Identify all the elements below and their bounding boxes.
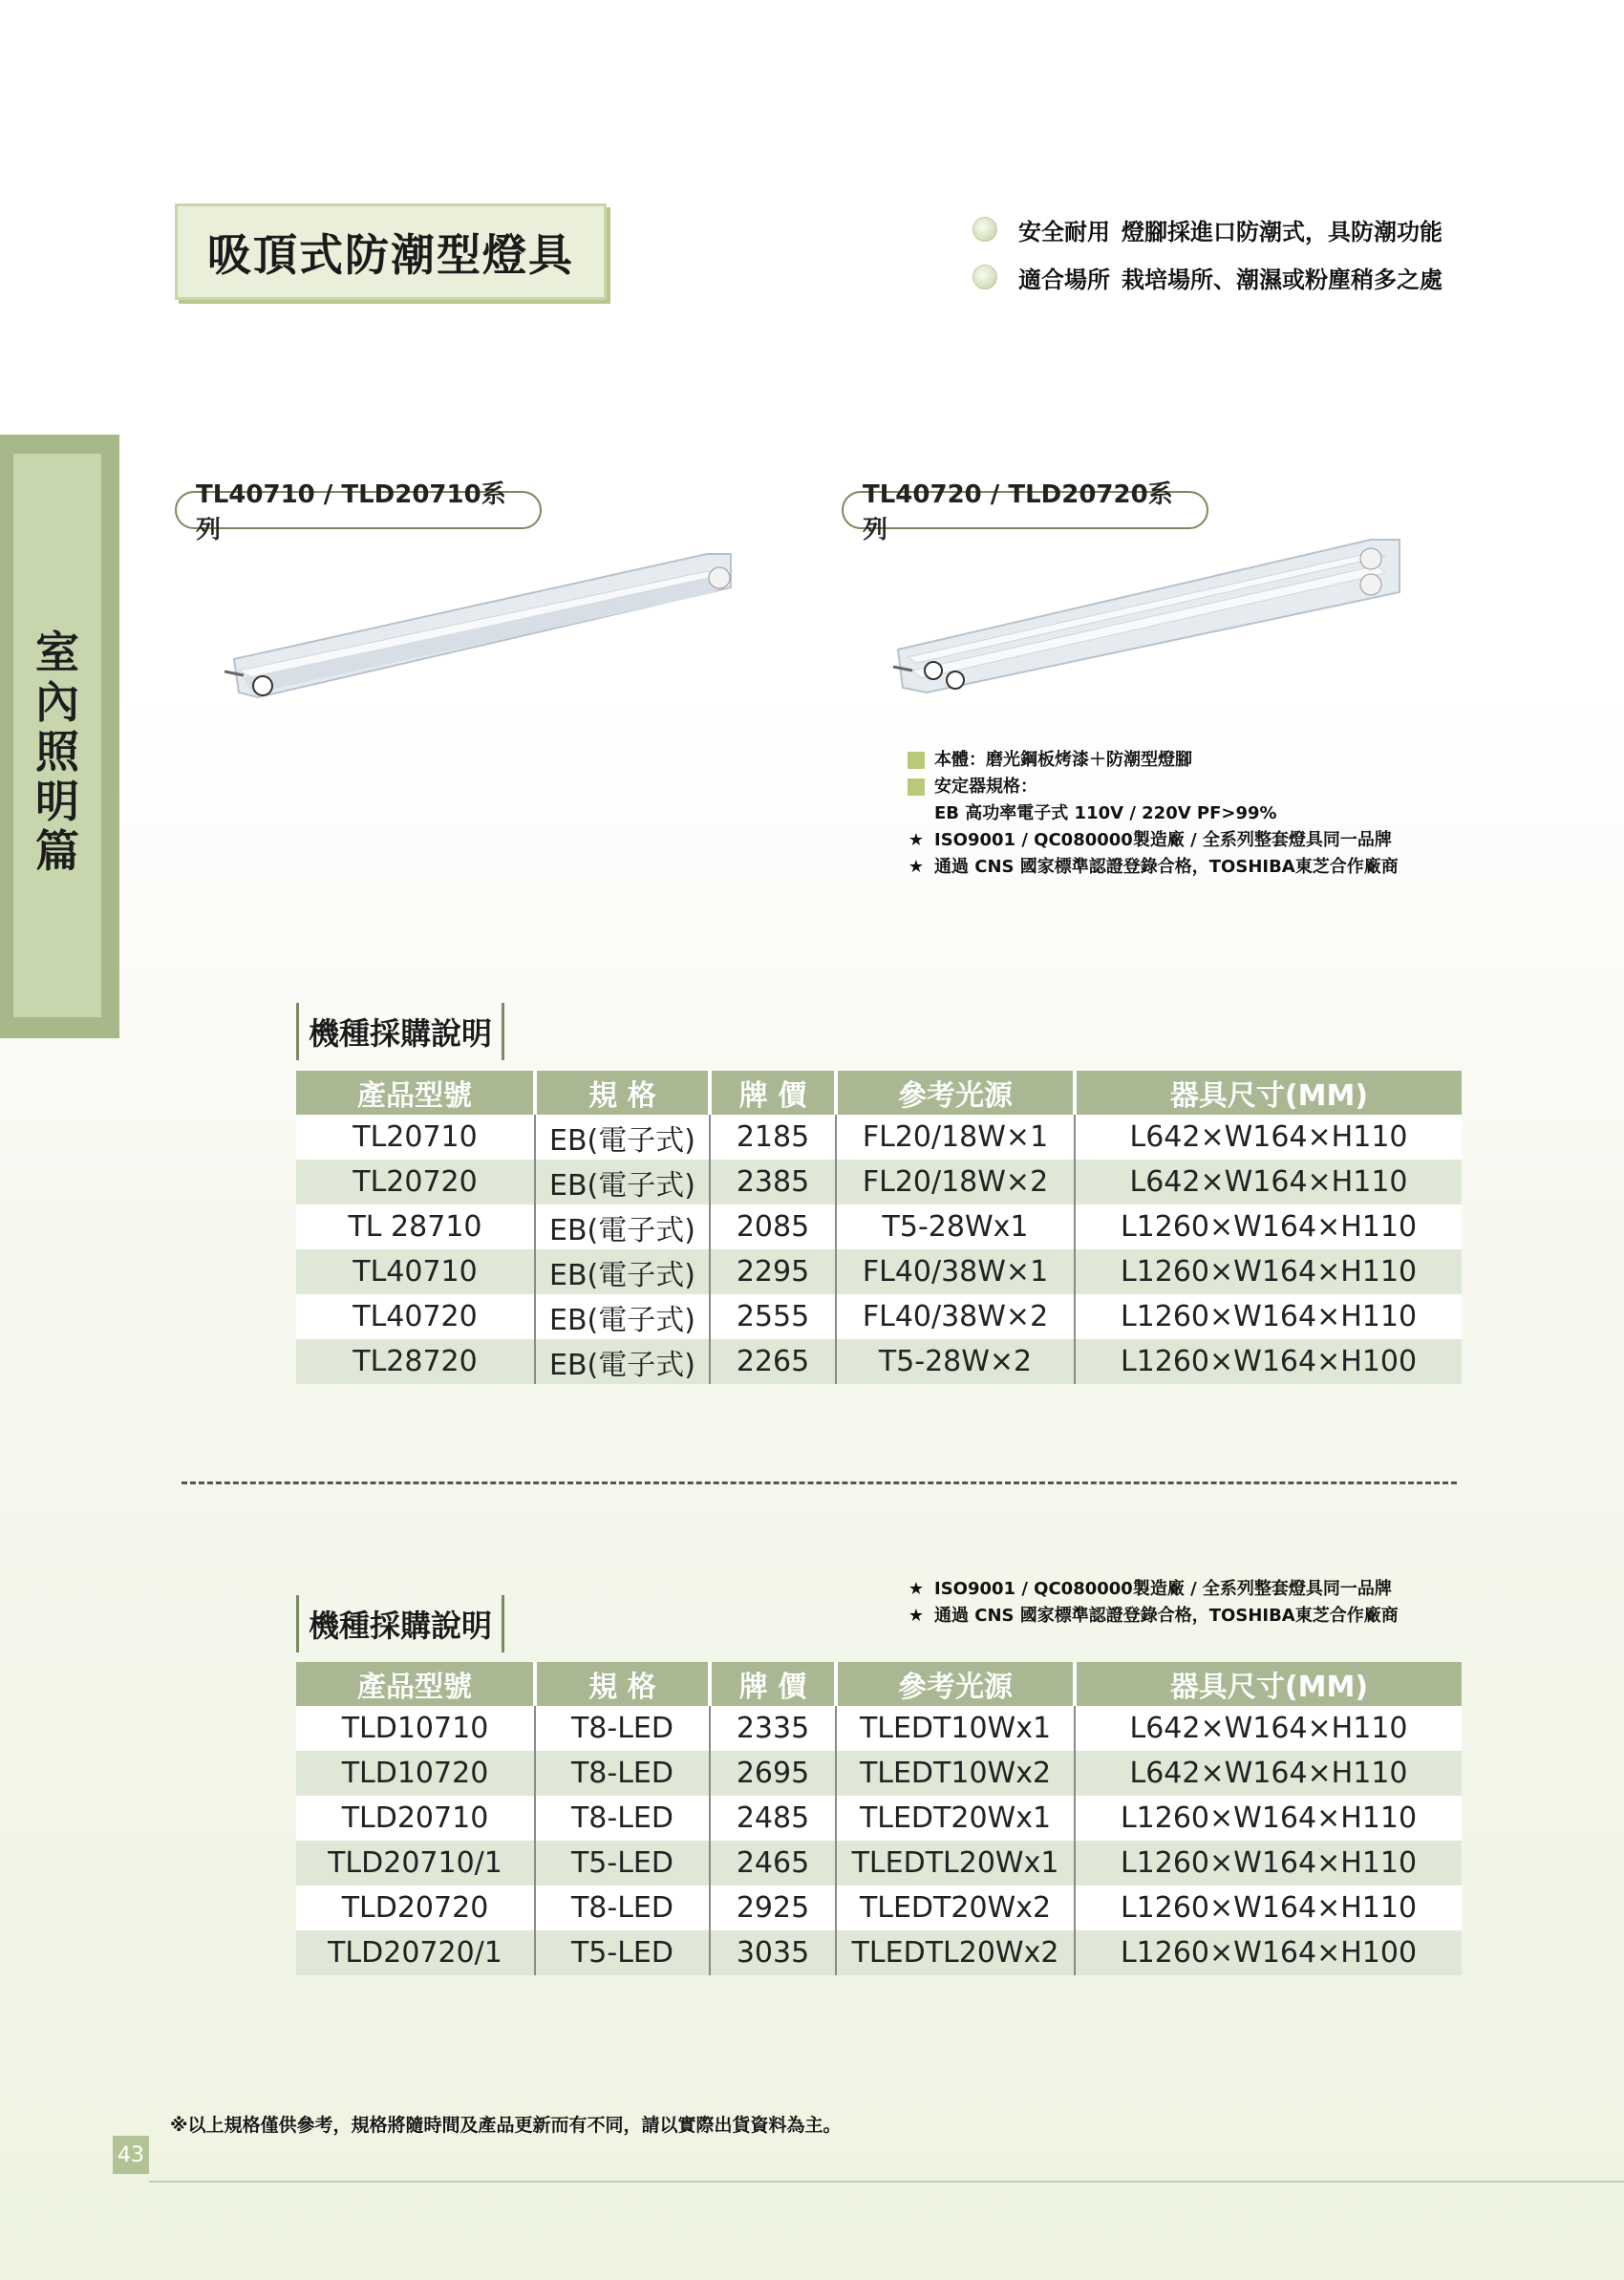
spec-ballast-detail: EB 高功率電子式 110V / 220V PF>99% — [934, 803, 1277, 823]
cell-light: TLEDT20Wx1 — [836, 1796, 1075, 1841]
cell-size: L1260×W164×H110 — [1075, 1796, 1462, 1841]
spec-ballast-title: 安定器規格： — [934, 777, 1037, 797]
certification-notes — [908, 1576, 1399, 1630]
table1 — [296, 1071, 1462, 1384]
star-icon: ★ — [908, 1606, 925, 1626]
side-tab-char: 室 — [35, 627, 79, 678]
cell-size: L642×W164×H110 — [1075, 1160, 1462, 1204]
col-header-light: 參考光源 — [836, 1071, 1075, 1115]
table-row — [296, 1294, 1462, 1339]
cell-size: L1260×W164×H110 — [1075, 1294, 1462, 1339]
col-header-spec: 規 格 — [535, 1662, 710, 1706]
bullet-dot-icon — [972, 217, 997, 242]
cell-spec: T8-LED — [535, 1796, 710, 1841]
table-row — [296, 1841, 1462, 1886]
cell-model: TL20720 — [296, 1160, 535, 1204]
disclaimer-note: ※以上規格僅供參考，規格將隨時間及產品更新而有不同，請以實際出貨資料為主。 — [170, 2115, 842, 2136]
spec-body: 本體：磨光鋼板烤漆＋防潮型燈腳 — [934, 750, 1192, 770]
square-bullet-icon — [908, 752, 925, 769]
cell-light: T5-28Wx1 — [836, 1204, 1075, 1249]
star-icon: ★ — [908, 857, 925, 877]
series-label-double: TL40720 / TLD20720系列 — [842, 491, 1208, 529]
cell-spec: EB(電子式) — [535, 1249, 710, 1294]
cell-price: 2485 — [710, 1796, 836, 1841]
cell-price: 2925 — [710, 1886, 836, 1930]
cell-model: TLD10720 — [296, 1751, 535, 1796]
table-row — [296, 1160, 1462, 1204]
cell-light: TLEDTL20Wx2 — [836, 1930, 1075, 1975]
series-label-single: TL40710 / TLD20710系列 — [175, 491, 542, 529]
table-row — [296, 1204, 1462, 1249]
spec-iso: ISO9001 / QC080000製造廠 / 全系列整套燈具同一品牌 — [934, 830, 1392, 850]
footer-rule — [149, 2181, 1624, 2183]
cell-model: TL 28710 — [296, 1204, 535, 1249]
cell-spec: T5-LED — [535, 1841, 710, 1886]
bullet-dot-icon — [972, 265, 997, 289]
table2-heading: 機種採購說明 — [296, 1595, 504, 1652]
cell-price: 2185 — [710, 1115, 836, 1160]
cell-model: TL28720 — [296, 1339, 535, 1384]
cell-light: FL40/38W×1 — [836, 1249, 1075, 1294]
cell-light: TLEDT20Wx2 — [836, 1886, 1075, 1930]
table-row — [296, 1796, 1462, 1841]
cell-size: L642×W164×H110 — [1075, 1751, 1462, 1796]
cell-size: L642×W164×H110 — [1075, 1706, 1462, 1751]
note-cns: 通過 CNS 國家標準認證登錄合格，TOSHIBA東芝合作廠商 — [934, 1606, 1399, 1626]
cell-model: TL40710 — [296, 1249, 535, 1294]
cell-model: TLD20720/1 — [296, 1930, 535, 1975]
table2 — [296, 1662, 1462, 1975]
feature-label: 適合場所 — [1018, 266, 1110, 293]
square-bullet-icon — [908, 778, 925, 796]
cell-model: TLD20710/1 — [296, 1841, 535, 1886]
lamp-double-image — [888, 535, 1423, 697]
side-tab-char: 明 — [35, 776, 79, 827]
table-row — [296, 1115, 1462, 1160]
note-iso: ISO9001 / QC080000製造廠 / 全系列整套燈具同一品牌 — [934, 1579, 1392, 1599]
cell-price: 2695 — [710, 1751, 836, 1796]
table-row — [296, 1930, 1462, 1975]
cell-light: FL20/18W×2 — [836, 1160, 1075, 1204]
page-number: 43 — [113, 2136, 149, 2174]
cell-model: TLD20710 — [296, 1796, 535, 1841]
cell-model: TL40720 — [296, 1294, 535, 1339]
col-header-price: 牌 價 — [710, 1071, 836, 1115]
table-row — [296, 1249, 1462, 1294]
feature-item — [972, 253, 1442, 301]
page-title: 吸頂式防潮型燈具 — [175, 203, 607, 300]
cell-spec: EB(電子式) — [535, 1294, 710, 1339]
lamp-single-image — [224, 535, 759, 716]
cell-light: TLEDT10Wx1 — [836, 1706, 1075, 1751]
cell-size: L1260×W164×H110 — [1075, 1204, 1462, 1249]
feature-text: 燈腳採進口防潮式，具防潮功能 — [1122, 218, 1442, 245]
side-tab-char: 篇 — [35, 825, 79, 877]
cell-price: 2465 — [710, 1841, 836, 1886]
col-header-size: 器具尺寸(MM) — [1075, 1662, 1462, 1706]
side-tab-char: 照 — [35, 726, 79, 778]
cell-model: TL20710 — [296, 1115, 535, 1160]
cell-price: 2555 — [710, 1294, 836, 1339]
col-header-model: 產品型號 — [296, 1662, 535, 1706]
star-icon: ★ — [908, 1579, 925, 1599]
cell-price: 2335 — [710, 1706, 836, 1751]
cell-light: T5-28W×2 — [836, 1339, 1075, 1384]
cell-price: 2295 — [710, 1249, 836, 1294]
cell-spec: T8-LED — [535, 1751, 710, 1796]
col-header-light: 參考光源 — [836, 1662, 1075, 1706]
table-row — [296, 1886, 1462, 1930]
section-divider — [182, 1481, 1457, 1484]
cell-price: 2265 — [710, 1339, 836, 1384]
col-header-price: 牌 價 — [710, 1662, 836, 1706]
side-tab-label — [13, 454, 101, 1017]
cell-size: L1260×W164×H110 — [1075, 1886, 1462, 1930]
cell-size: L642×W164×H110 — [1075, 1115, 1462, 1160]
cell-light: TLEDT10Wx2 — [836, 1751, 1075, 1796]
cell-price: 2385 — [710, 1160, 836, 1204]
col-header-size: 器具尺寸(MM) — [1075, 1071, 1462, 1115]
table-header-row — [296, 1662, 1462, 1706]
table-row — [296, 1339, 1462, 1384]
cell-size: L1260×W164×H110 — [1075, 1249, 1462, 1294]
spec-cns: 通過 CNS 國家標準認證登錄合格，TOSHIBA東芝合作廠商 — [934, 857, 1399, 877]
cell-spec: T5-LED — [535, 1930, 710, 1975]
cell-price: 2085 — [710, 1204, 836, 1249]
cell-spec: EB(電子式) — [535, 1115, 710, 1160]
spec-notes — [908, 747, 1399, 881]
cell-light: FL20/18W×1 — [836, 1115, 1075, 1160]
cell-light: FL40/38W×2 — [836, 1294, 1075, 1339]
side-tab-char: 內 — [35, 676, 79, 728]
table-row — [296, 1751, 1462, 1796]
table-header-row — [296, 1071, 1462, 1115]
cell-spec: EB(電子式) — [535, 1160, 710, 1204]
cell-model: TLD10710 — [296, 1706, 535, 1751]
cell-size: L1260×W164×H100 — [1075, 1930, 1462, 1975]
cell-model: TLD20720 — [296, 1886, 535, 1930]
cell-spec: T8-LED — [535, 1706, 710, 1751]
cell-price: 3035 — [710, 1930, 836, 1975]
cell-spec: EB(電子式) — [535, 1204, 710, 1249]
star-icon: ★ — [908, 830, 925, 850]
feature-label: 安全耐用 — [1018, 218, 1110, 245]
feature-text: 栽培場所、潮濕或粉塵稍多之處 — [1122, 266, 1442, 293]
feature-list — [972, 205, 1442, 301]
table-row — [296, 1706, 1462, 1751]
section-side-tab — [0, 435, 119, 1038]
col-header-model: 產品型號 — [296, 1071, 535, 1115]
cell-size: L1260×W164×H110 — [1075, 1841, 1462, 1886]
table1-heading: 機種採購說明 — [296, 1003, 504, 1060]
feature-item — [972, 205, 1442, 253]
cell-spec: T8-LED — [535, 1886, 710, 1930]
cell-light: TLEDTL20Wx1 — [836, 1841, 1075, 1886]
cell-size: L1260×W164×H100 — [1075, 1339, 1462, 1384]
cell-spec: EB(電子式) — [535, 1339, 710, 1384]
col-header-spec: 規 格 — [535, 1071, 710, 1115]
